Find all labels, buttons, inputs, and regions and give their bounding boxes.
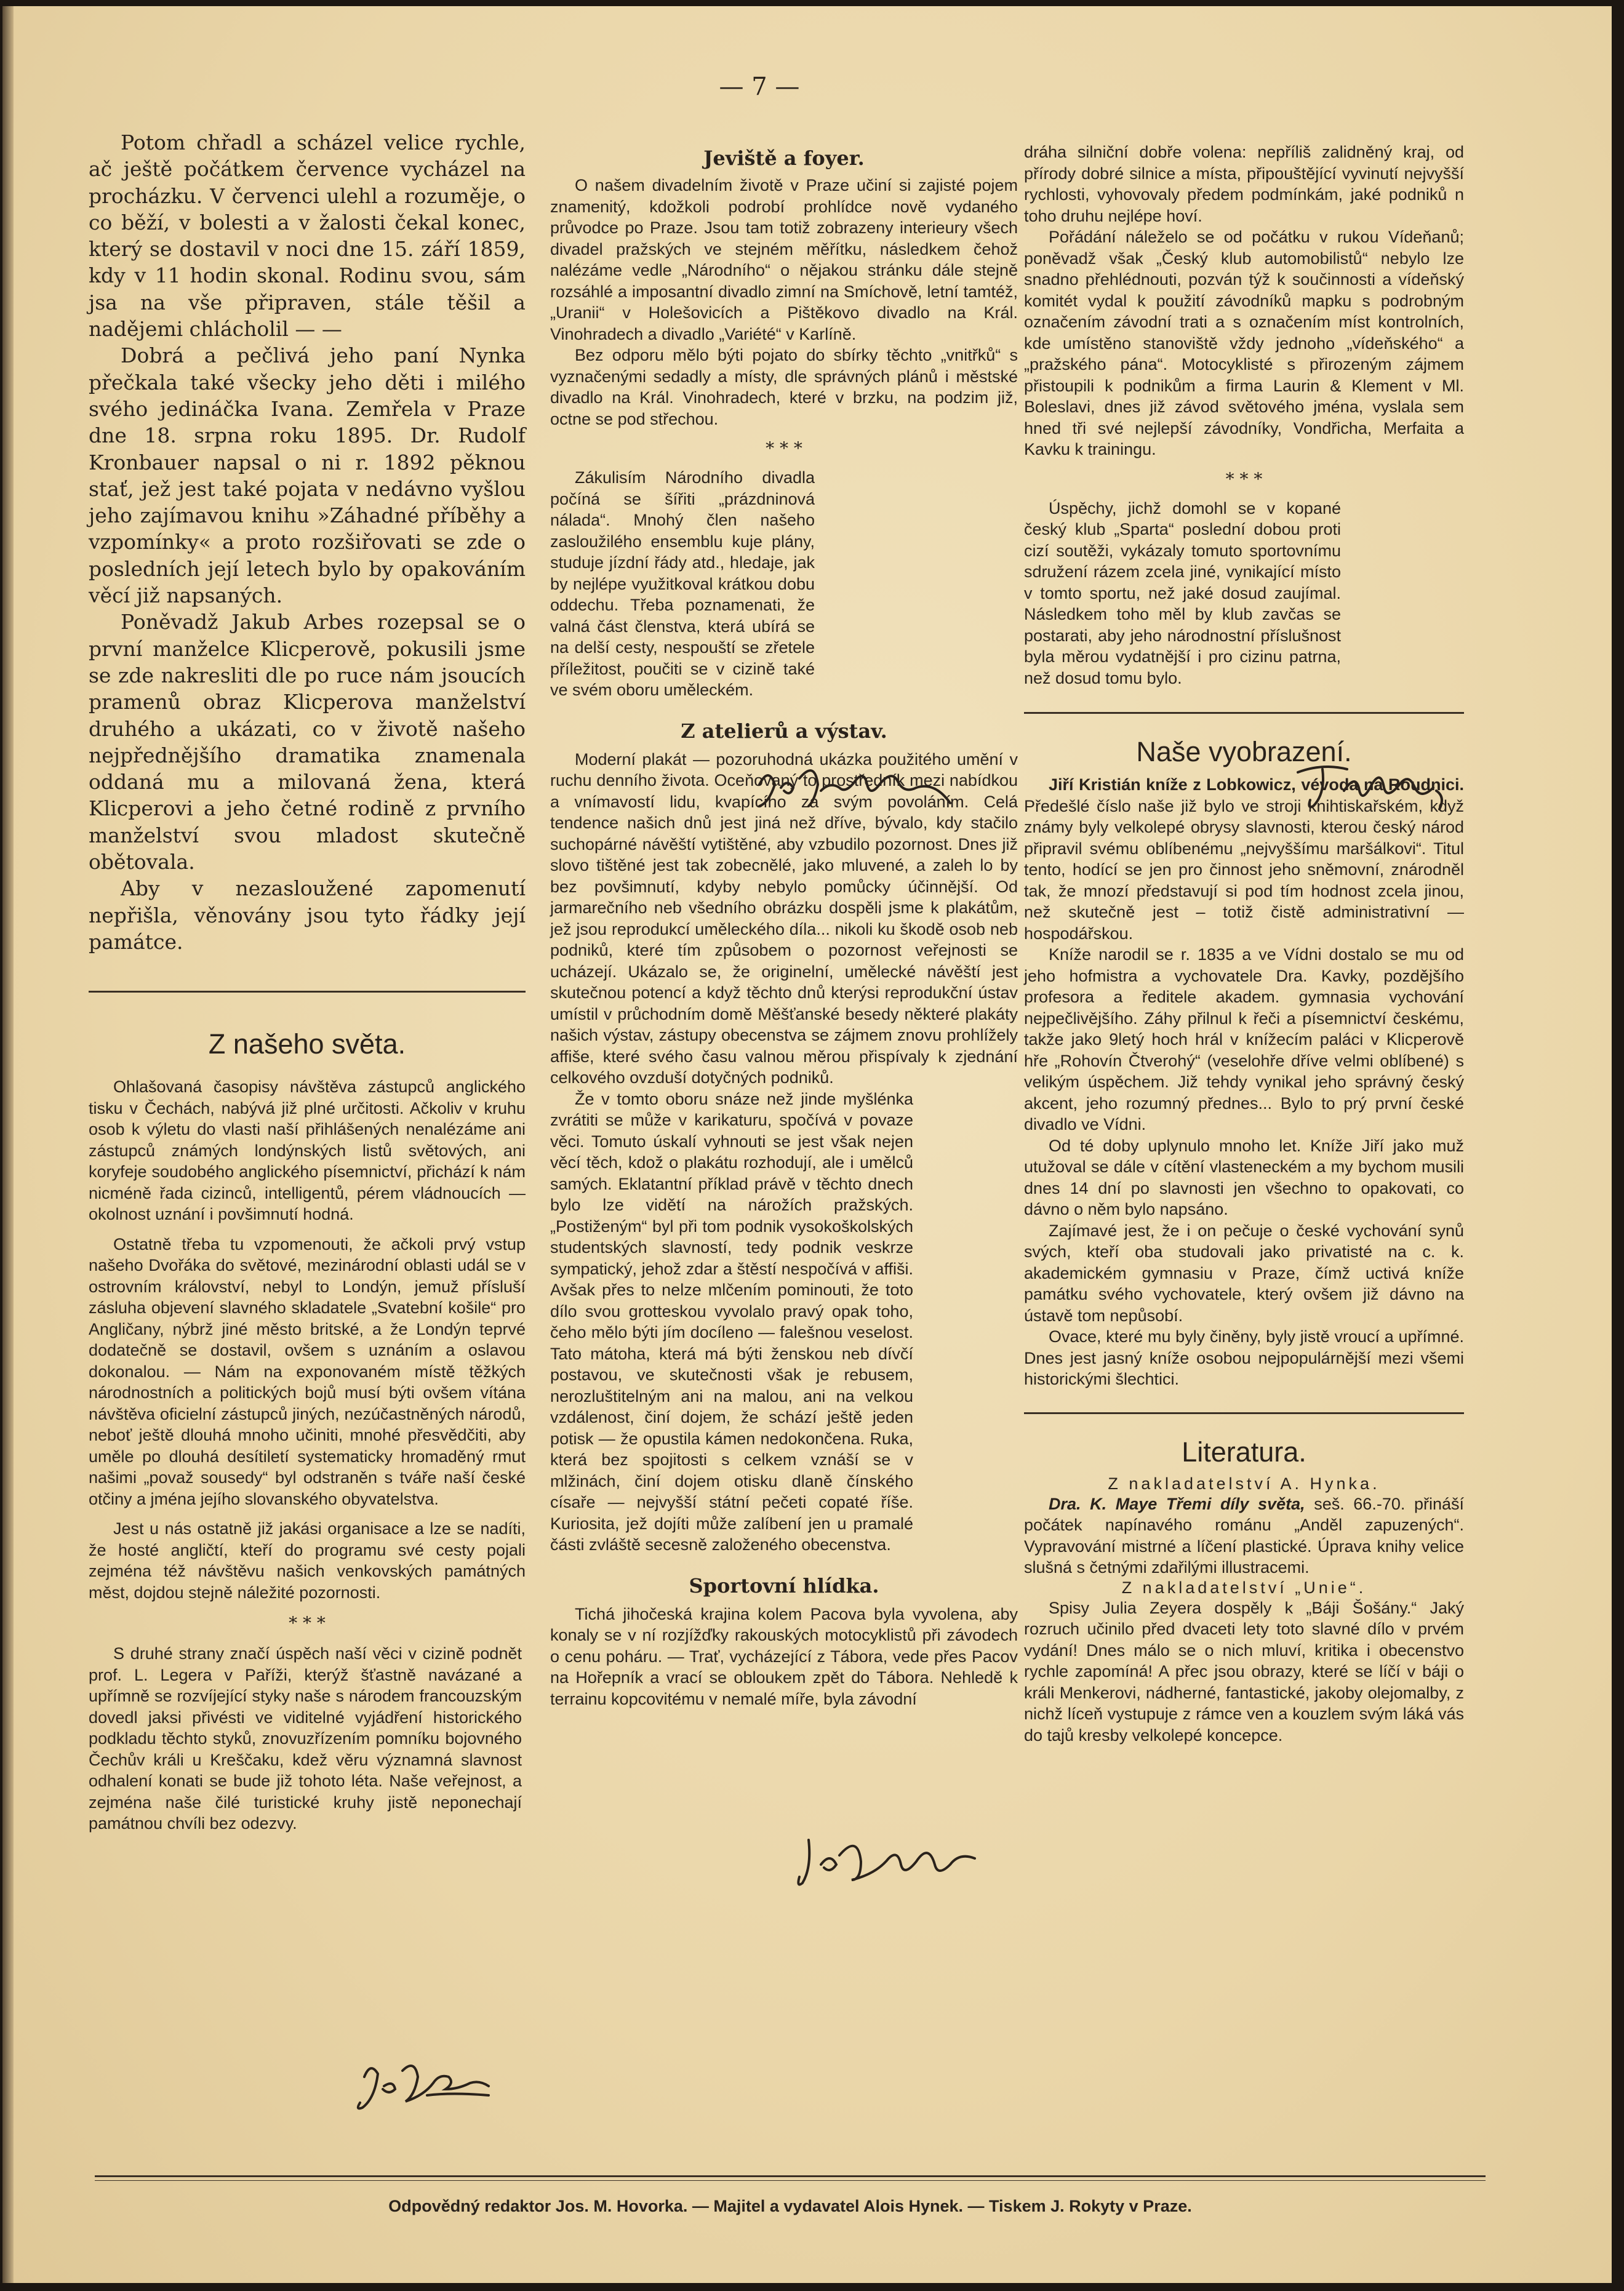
- klicpera-paragraph: Poněvadž Jakub Arbes rozepsal se o první manželce Klicperově, pokusili jsme se zde nakresliti dle po ruce nám jsoucích pramenů obraz Klicperova manželství druhého a ukázati, co v životě našeho nejpřednějšího dramatika znamenala oddaná mu a milovaná žena, která Klicperovi a jeho četné rodině z prvního manželství svou mladost skutečně obětovala.: [89, 610, 526, 874]
- section-heading-z-naseho-sveta: Z našeho světa.: [208, 1028, 406, 1060]
- publisher-line: Z nakladatelství „Unie“.: [1121, 1578, 1367, 1597]
- svet-paragraph: Ostatně třeba tu vzpomenouti, že ačkoli prvý vstup našeho Dvořáka do světové, mezinárodní oblasti udál se v ostrovním království, nebyl to Londýn, jemuž přísluší zásluha objevení slavného skladatele „Svatební košile“ pro Angličany, nýbrž jiné město britské, a že Londýn teprvé dodatečně se dostavil, ovšem s uznáním a oslavou dokonalou. — Nám na exponovaném místě těžkých národnostních a politických bojů musí býti ovšem vítána návštěva oficielní zástupců jiných, nezúčastněných národů, neboť ještě dlouhá mnoho učiniti, mnohé přesvědčiti, aby uměle po dlouhá desítiletí systematicky hromaděný rmut našimi „považ sousedy“ byl odstraněn s tváře naší české otčiny a jména jejího slovanského obyvatelstva.: [89, 1234, 526, 1508]
- jeviste-paragraph: Zákulisím Národního divadla počíná se šířiti „prázdninová nálada“. Mnohý člen našeho zasloužilého ensemblu kuje plány, studuje jízdní řády atd., hledaje, jak by nejlépe využitkoval krátkou dobu oddechu. Třeba poznamenati, že valná část členstva, která ubírá se na delší cesty, nespouští se zřetele příležitost, poučiti se v cizině také ve svém oboru uměleckém.: [550, 468, 815, 699]
- column-right: [1024, 129, 1464, 1746]
- klicpera-paragraph: Aby v nezasloužené zapomenutí nepřišla, věnovány jsou tyto řádky její památce.: [89, 876, 526, 954]
- sport-paragraph: Tichá jihočeská krajina kolem Pacova byla vyvolena, aby konaly se v ní rozjížďky rakouských motocyklistů při závodech o cenu poháru. — Trať, vycházející z Tábora, vede přes Pacov na Hořepník a vrací se obloukem zpět do Tábora. Nehledě k terrainu kopcovitému v nemalé míře, byla závodní: [550, 1604, 1018, 1708]
- svet-paragraph: Ohlašovaná časopisy návštěva zástupců anglického tisku v Čechách, nabývá již plné určitosti. Ačkoliv v kruhu osob k výletu do vlasti naší přihlášených nenalézáme ani zástupců známých londýnských listů světových, ani koryfeje soudobého anglického písemnictví, přichází k nám nicméně řada cizinců, intelligentů, pérem vládnoucích — okolnost uznání i povšimnutí hodná.: [89, 1078, 526, 1224]
- klicpera-paragraph: Potom chřadl a scházel velice rychle, ač ještě počátkem července vycházel na procházku. V červenci ulehl a rozuměje, o co běží, v bolesti a v žalosti čekal konec, který se dostavil v noci dne 15. září 1859, kdy v 11 hodin skonal. Rodinu svou, sám jsa na vše připraven, stále těšil a nadějemi chlácholil — —: [89, 130, 526, 342]
- handwritten-signature: [753, 754, 975, 822]
- klicpera-paragraph: Dobrá a pečlivá jeho paní Nynka přečkala také všecky jeho děti i milého svého jedináčka Ivana. Zemřela v Praze dne 18. srpna roku 1895. Dr. Rudolf Kronbauer napsal o ni r. 1892 pěknou stať, jež jest také pojata v nedávno vyšlou jeho zajímavou knihu »Záhadné příběhy a vzpomínky« a proto rozšiřovati se zde o posledních její letech bylo by opakováním věcí již napsaných.: [89, 343, 526, 608]
- jeviste-paragraph: O našem divadelním životě v Praze učiní si zajisté pojem znamenitý, kdožkoli podrobí prohlídce nově vydaného průvodce po Praze. Jsou tam totiž zobrazeny interieury všech divadel pražských ve stejném měřítku, následkem čehož nalézáme vedle „Národního“ o nějakou stránku dále stejně rozsáhlé a imposantní divadlo zimní na Smíchově, letní tamtéž, „Uranii“ v Holešovicích a Pištěkovo divadlo na Král. Vinohradech a divadlo „Variété“ v Karlíně.: [550, 176, 1018, 343]
- sport-paragraph: dráha silniční dobře volena: nepříliš zalidněný kraj, od přírody dobré silnice a místa, připouštějící vyvinutí nejvyšší rychlosti, vyhovovaly předem podmínkám, jaké podniků n toho druhu nejlépe hoví.: [1024, 143, 1464, 225]
- binding-edge: [2, 6, 14, 2283]
- ateliery-paragraph: Že v tomto oboru snáze než jinde myšlénka zvrátiti se může v karikaturu, spočívá v povaze věci. Tomuto úskalí vyhnouti se jest však nejen věcí těch, kdož o plakátu rozhodují, ale i umělců samých. Eklatantní příklad právě v těchto dnech bylo lze vidětí na nárožích pražských. „Postiženým“ byl při tom podnik vysokoškolských studentských slavností, tedy podnik veskrze sympatický, jehož zdar a štěstí nespočívá v affiši. Avšak přes to nelze mlčením pominouti, že toto dílo svou grotteskou vyvolalo pravý opak toho, čeho mělo býti jím docíleno — falešnou veselost. Tato mátoha, která má býti ženskou neb dívčí postavou, ve skutečnosti však je rebusem, nerozluštitelným ani na malou, ani na velkou vzdálenost, činí dojem, že schází ještě jeden potisk — že opustila kámen nedokončena. Ruka, která bez spojitosti s celkem vznáší se v mlžinách, činí dojem otisku dlaně čínského císaře — nejvyšší státní pečeti copaté říše. Kuriosita, jež dojíti může zalíbení jen u pramalé části zvláště secesně založeného obecenstva.: [550, 1089, 913, 1554]
- handwritten-signature: [353, 2052, 513, 2120]
- vyobrazeni-paragraph: Zajímavé jest, že i on pečuje o české vychování synů svých, kteří oba studovali jako privatisté na c. k. akademickém gymnasiu v Praze, čímž uctivá kníže památku svého vychovatele, který ovšem již dávno na ústavě tom nepůsobí.: [1024, 1221, 1464, 1325]
- vyobrazeni-text: Předešlé číslo naše již bylo ve stroji knihtiskařském, když známy byly velkolepé obrysy slavnosti, kterou český národ připravil svému oblíbenému „nejvyššímu maršálkovi“. Titul tento, hodící se jen pro činnost jeho sněmovní, znárodněl tak, že mnozí představují si pod tím hodnost zcela jinou, než skutečně jest – totiž čistě administrativní — hospodářskou.: [1024, 796, 1464, 943]
- footer-rule-thin: [95, 2180, 1486, 2181]
- vyobrazeni-paragraph: Ovace, které mu byly činěny, byly jistě vroucí a upřímné. Dnes jest jasný kníže osobou nejpopulárnější mezi všemi historickými šlechtici.: [1024, 1327, 1464, 1388]
- vyobrazeni-lead: Jiří Kristián kníže z Lobkowicz, vévoda na Roudnici.: [1049, 775, 1464, 794]
- section-heading-vyobrazeni: Naše vyobrazení.: [1136, 736, 1352, 767]
- sport-paragraph: Úspěchy, jichž domohl se v kopané český klub „Sparta“ poslední dobou proti cizí soutěži, vykázaly tomuto sportovnímu sdružení rázem zcela jiné, vynikající místo v tomto sportu, než jaké dosud zaujímal. Následkem toho měl by klub zavčas se postarati, aby jeho národnostní příslušnost byla měrou vydatnější i pro cizinu patrna, než dosud tomu bylo.: [1024, 498, 1341, 687]
- section-stars: * * *: [1225, 468, 1263, 489]
- jeviste-paragraph: Bez odporu mělo býti pojato do sbírky těchto „vnitřků“ s vyznačenými sedadly a místy, dle správných plánů i městské divadlo na Král. Vinohradech, které v brzku, na podzim již, octne se pod střechou.: [550, 346, 1018, 428]
- svet-paragraph: Jest u nás ostatně již jakási organisace a lze se nadíti, že hosté angličtí, kteří do programu své cesty pojali zejména též návštěvu našich venkovských památných měst, dojdou stejně náležité pozornosti.: [89, 1519, 526, 1602]
- sport-paragraph: Pořádání náleželo se od počátku v rukou Vídeňanů; poněvadž však „Český klub automobilistů“ nebylo lze snadno přehlédnouti, pozván týž k součinnosti a vídeňský komitét vydal k použití závodníků mapku s podrobným označením závodní trati a s označením míst kontrolních, kde umístěno stanoviště vždy jednoho „vídeňského“ a „pražského pána“. Motocyklisté s přirozeným zájmem přistoupili k podnikům a firma Laurin & Klement v Ml. Boleslavi, dnes již závod světového jména, vyslala sem hned tři své nejlepší závodníky, Vondřicha, Merfaita a Kavku k trainingu.: [1024, 228, 1464, 458]
- book-title: Dra. K. Maye Třemi díly světa,: [1049, 1494, 1305, 1513]
- column-left: [89, 129, 526, 1834]
- vyobrazeni-paragraph: Kníže narodil se r. 1835 a ve Vídni dostalo se mu od jeho hofmistra a vychovatele Dra. Kavky, pozdějšího profesora a ředitele akadem. gymnasia vychování nejpečlivějšího. Záhy přilnul k řeči a písemnictví českému, takže jako 9letý hoch hrál v knížecím paláci v Klicperově hře „Rohovín Čtverohý“ (veselohře dříve velmi oblíbené) s velikým úspěchem. Již tehdy vynikal jeho správný český akcent, jeho rozumný přednes... Bylo to prý první české divadlo ve Vídni.: [1024, 945, 1464, 1134]
- section-heading-sport: Sportovní hlídka.: [689, 1573, 879, 1597]
- ateliery-paragraph: Moderní plakát — pozoruhodná ukázka použitého umění v ruchu denního života. Oceňovaný to prostředník mezi nabídkou a vnímavostí lidu, kvapícího za svým povoláním. Celá tendence našich dnů jest jiná než dříve, bývalo, kdy stačilo suchopárné návěští vytištěné, aby vzbudilo pozornost. Dnes již slovo tištěné jest tak zobecnělé, jako mluvené, a zaleh lo by bez povšimnutí, kdyby nebylo pomůcky účinnější. Od jarmarečního neb všedního obrázku dospěli jsme k plakátům, jež jsou reprodukcí uměleckého díla... nikoli ku škodě osob neb podniků, které tím způsobem o pozornost veřejnosti se ucházejí. Ukázalo se, že originelní, umělecké návěští jest skutečnou potencí a když těchto dnů kterýsi reprodukční ústav umístil v průchodním domě Měšťanské besedy některé plakáty našich výstav, zástupy obecenstva se zájmem znovu prohlížely affiše, které svého času valnou měrou přispívaly k zjednání celkového ovzduší dotyčných podniků.: [550, 750, 1018, 1087]
- section-stars: * * *: [289, 1613, 326, 1634]
- footer-rule: [95, 2175, 1486, 2177]
- handwritten-signature: [796, 1828, 1012, 1895]
- vyobrazeni-paragraph: Od té doby uplynulo mnoho let. Kníže Jiří jako muž utužoval se dále v cítění vlasteneckém a my bychom musili dnes 14 dní po slavnosti jen všechno to opakovati, co dávno o něm bylo napsáno.: [1024, 1136, 1464, 1218]
- newspaper-page: [2, 6, 1612, 2283]
- literatura-paragraph: Spisy Julia Zeyera dospěly k „Báji Šošány.“ Jaký rozruch učinilo před dvaceti lety toto slavné dílo v prvém vydání! Dnes málo se o nich mluví, kritika i obecenstvo rychle zapomíná! A přec jsou obrazy, které se líčí v báji o králi Menkerovi, nádherné, fantastické, jakoby olejomalby, z nichž líceň vystupuje z rámce ven a kouzlem svým láká vás do tajů kresby velkolepé koncepce.: [1024, 1598, 1464, 1745]
- handwritten-signature: [1289, 754, 1461, 822]
- section-stars: * * *: [766, 438, 802, 458]
- column-middle: [550, 129, 1018, 1709]
- literatura-text: seš. 66.-70. přináší počátek napínavého románu „Anděl zapuzených“. Vypravování mistrné a líčení plastické. Úprava knihy velice slušná s četnými zdařilými illustracemi.: [1024, 1494, 1464, 1577]
- section-heading-jeviste: Jeviště a foyer.: [703, 146, 865, 170]
- page-number: — 7 —: [719, 73, 800, 101]
- publisher-line: Z nakladatelství A. Hynka.: [1108, 1474, 1380, 1493]
- svet-paragraph: S druhé strany značí úspěch naší věci v cizině podnět prof. L. Legera v Paříži, kterýž šťastně navázané a upřímně se rozvíjející styky naše s národem francouzským dovedl jaksi přivésti ve viditelné vyjádření historického podkladu těchto styků, znovuzřízením pomníku bojovného Čechův králi u Kreščaku, kdež věru významná slavnost odhalení konati se bude již tohoto léta. Naše veřejnost, a zejména naše čilé turistické kruhy jistě neponechají památnou chvíli bez odezvy.: [89, 1644, 522, 1833]
- imprint-footer: Odpovědný redaktor Jos. M. Hovorka. — Majitel a vydavatel Alois Hynek. — Tiskem J. Rokyty v Praze.: [388, 2197, 1192, 2215]
- section-heading-ateliery: Z atelierů a výstav.: [681, 719, 887, 743]
- section-heading-literatura: Literatura.: [1182, 1436, 1306, 1468]
